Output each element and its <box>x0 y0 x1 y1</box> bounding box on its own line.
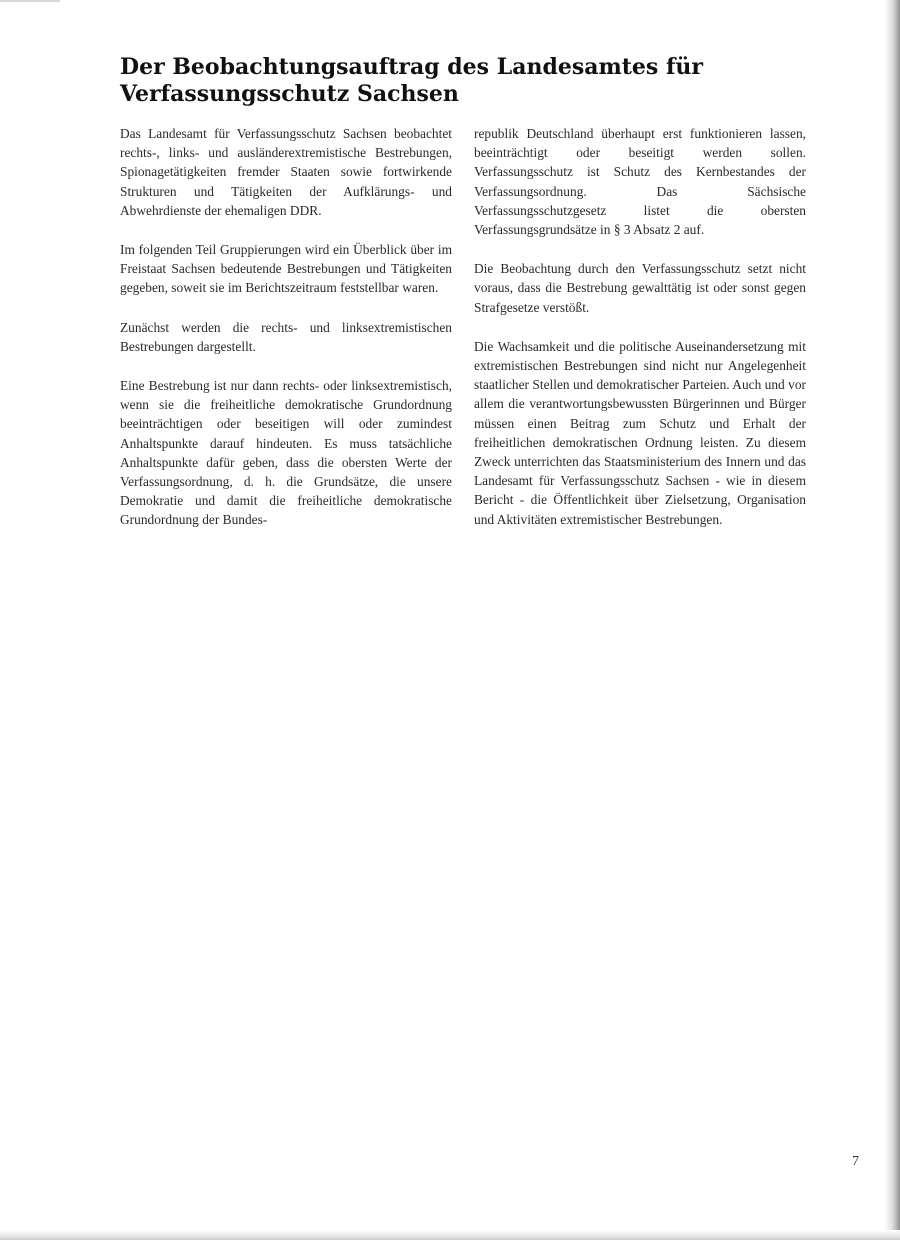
paragraph: Die Beobachtung durch den Verfassungsschutz setzt nicht voraus, dass die Bestrebung gewalttätig ist oder sonst gegen Strafgesetze verstößt. <box>474 261 806 315</box>
paragraph: Die Wachsamkeit und die politische Auseinandersetzung mit extremistischen Bestrebungen sind nicht nur Angelegenheit staatlicher Stellen und demokratischer Parteien. Auch und vor allem die verantwortungsbewussten Bürgerinnen und Bürger müssen einen Beitrag zum Schutz und Erhalt der freiheitlichen demokratischen Ordnung leisten. Zu diesem Zweck unterrichten das Staatsministerium des Innern und das Landesamt für Verfassungsschutz Sachsen - wie in diesem Bericht - die Öffentlichkeit über Zielsetzung, Organisation und Aktivitäten extremistischer Bestrebungen. <box>474 338 806 527</box>
page-title-line-2: Verfassungsschutz Sachsen <box>120 81 459 107</box>
page-number: 7 <box>852 1154 859 1169</box>
left-column <box>120 124 452 550</box>
scan-edge-mark <box>0 0 60 2</box>
page-title-line-1: Der Beobachtungsauftrag des Landesamtes für <box>120 54 703 80</box>
paragraph: Eine Bestrebung ist nur dann rechts- oder linksextremistisch, wenn sie die freiheitliche demokratische Grundordnung beeinträchtigen oder beseitigen will oder zumindest Anhaltspunkte darauf hindeuten. Es muss tatsächliche Anhaltspunkte dafür geben, dass die obersten Werte der Verfassungsordnung, d. h. die Grundsätze, die unsere Demokratie und damit die freiheitliche demokratische Grundordnung der Bundes- <box>120 378 452 528</box>
page-title <box>120 54 760 108</box>
paragraph: Zunächst werden die rechts- und linksextremistischen Bestrebungen dargestellt. <box>120 319 452 354</box>
right-column <box>474 124 806 549</box>
page-edge-shadow-right <box>884 0 900 1240</box>
paragraph: republik Deutschland überhaupt erst funktionieren lassen, beeinträchtigt oder beseitigt werden sollen. Verfassungsschutz ist Schutz des Kernbestandes der Verfassungsordnung. Das Sächsische Verfassungsschutzgesetz listet die obersten Verfassungsgrundsätze in § 3 Absatz 2 auf. <box>474 126 806 238</box>
paragraph: Im folgenden Teil Gruppierungen wird ein Überblick über im Freistaat Sachsen bedeutende Bestrebungen und Tätigkeiten gegeben, soweit sie im Berichtszeitraum feststellbar waren. <box>120 242 452 296</box>
page-edge-shadow-bottom <box>0 1230 900 1240</box>
paragraph: Das Landesamt für Verfassungsschutz Sachsen beobachtet rechts-, links- und ausländerextremistische Bestrebungen, Spionagetätigkeiten fremder Staaten sowie fortwirkende Strukturen und Tätigkeiten der Aufklärungs- und Abwehrdienste der ehemaligen DDR. <box>120 126 452 218</box>
